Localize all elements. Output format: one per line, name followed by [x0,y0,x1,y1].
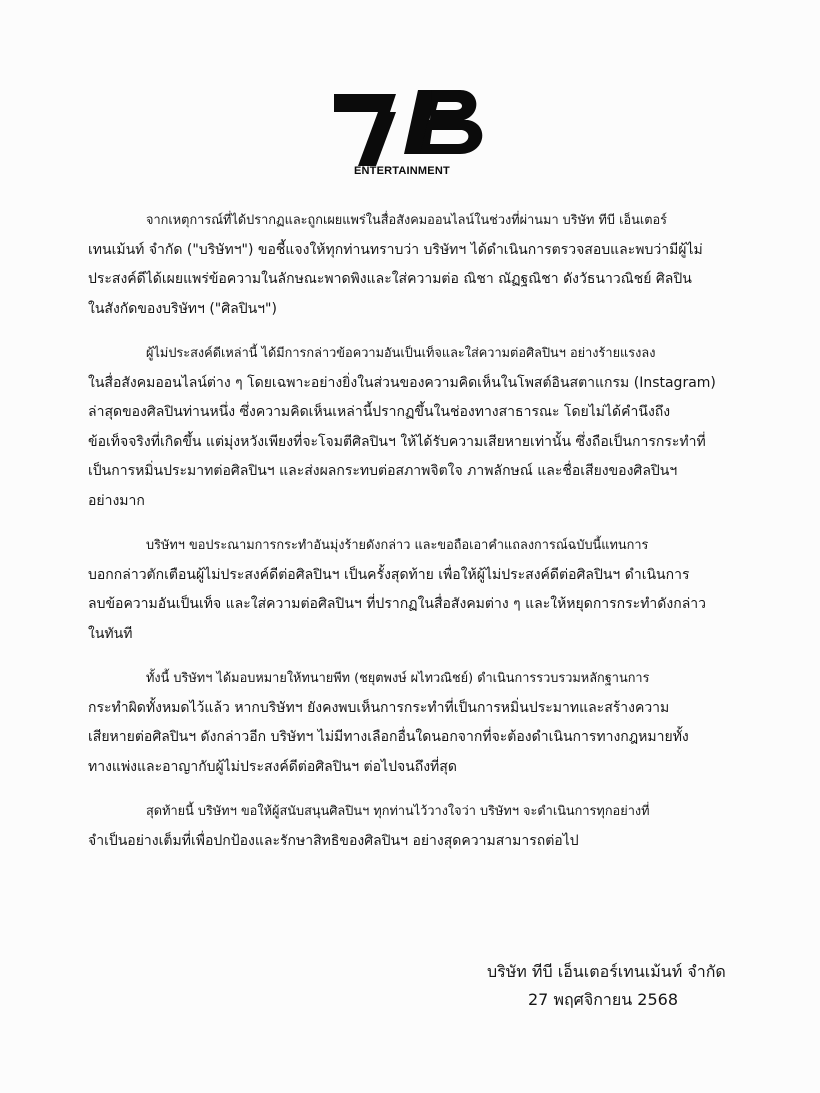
paragraph-5 [88,797,748,856]
paragraph-line: ผู้ไม่ประสงค์ดีเหล่านี้ ได้มีการกล่าวข้อความอันเป็นเท็จและใส่ความต่อศิลปินฯ อย่างร้ายแรงลง [146,346,656,361]
paragraph-line: ลบข้อความอันเป็นเท็จ และใส่ความต่อศิลปินฯ ที่ปรากฏในสื่อสังคมต่าง ๆ และให้หยุดการกระทำดังกล่าว [88,596,706,612]
statement-body [88,206,748,871]
logo-subtitle: ENTERTAINMENT [354,165,450,177]
paragraph-line: จากเหตุการณ์ที่ได้ปรากฏและถูกเผยแพร่ในสื่อสังคมออนไลน์ในช่วงที่ผ่านมา บริษัท ทีบี เอ็นเตอร์ [146,213,668,228]
paragraph-4 [88,664,748,782]
paragraph-line: จำเป็นอย่างเต็มที่เพื่อปกป้องและรักษาสิทธิของศิลปินฯ อย่างสุดความสามารถต่อไป [88,832,579,849]
paragraph-line: ประสงค์ดีได้เผยแพร่ข้อความในลักษณะพาดพิงและใส่ความต่อ ณิชา ณัฏฐณิชา ดังวัธนาวณิชย์ ศิลปิน [88,271,692,287]
paragraph-line: ในสื่อสังคมออนไลน์ต่าง ๆ โดยเฉพาะอย่างยิ่งในส่วนของความคิดเห็นในโพสต์อินสตาแกรม (Instagram) [88,374,716,391]
signature-date: 27 พฤศจิกายน 2568 [528,990,678,1009]
paragraph-line: กระทำผิดทั้งหมดไว้แล้ว หากบริษัทฯ ยังคงพบเห็นการกระทำที่เป็นการหมิ่นประมาทและสร้างความ [88,699,670,716]
paragraph-line: บริษัทฯ ขอประณามการกระทำอันมุ่งร้ายดังกล่าว และขอถือเอาคำแถลงการณ์ฉบับนี้แทนการ [146,538,649,553]
signature-company: บริษัท ทีบี เอ็นเตอร์เทนเม้นท์ จำกัด [487,962,726,981]
paragraph-line: เทนเม้นท์ จำกัด ("บริษัทฯ") ขอชี้แจงให้ทุกท่านทราบว่า บริษัทฯ ได้ดำเนินการตรวจสอบและพบว่ามีผู้ไม่ [88,241,703,258]
paragraph-line: ทั้งนี้ บริษัทฯ ได้มอบหมายให้ทนายพีท (ชยุตพงษ์ ผไทวณิชย์) ดำเนินการรวบรวมหลักฐานการ [146,671,650,686]
paragraph-line: ในสังกัดของบริษัทฯ ("ศิลปินฯ") [88,300,277,317]
paragraph-1 [88,206,748,324]
paragraph-3 [88,531,748,649]
paragraph-line: ในทันที [88,625,133,642]
paragraph-line: สุดท้ายนี้ บริษัทฯ ขอให้ผู้สนับสนุนศิลปินฯ ทุกท่านไว้วางใจว่า บริษัทฯ จะดำเนินการทุกอย่างที่ [146,804,650,819]
paragraph-line: ข้อเท็จจริงที่เกิดขึ้น แต่มุ่งหวังเพียงที่จะโจมตีศิลปินฯ ให้ได้รับความเสียหายเท่านั้น ซึ่งถือเป็นการกระทำที่ [88,433,706,450]
paragraph-line: อย่างมาก [88,492,145,509]
paragraph-line: ทางแพ่งและอาญากับผู้ไม่ประสงค์ดีต่อศิลปินฯ ต่อไปจนถึงที่สุด [88,758,457,775]
paragraph-2 [88,339,748,516]
paragraph-line: เสียหายต่อศิลปินฯ ดังกล่าวอีก บริษัทฯ ไม่มีทางเลือกอื่นใดนอกจากที่จะต้องดำเนินการทางกฎหมายทั้ง [88,729,689,745]
paragraph-line: บอกกล่าวตักเตือนผู้ไม่ประสงค์ดีต่อศิลปินฯ เป็นครั้งสุดท้าย เพื่อให้ผู้ไม่ประสงค์ดีต่อศิลปินฯ ดำเนินการ [88,566,690,583]
paragraph-line: เป็นการหมิ่นประมาทต่อศิลปินฯ และส่งผลกระทบต่อสภาพจิตใจ ภาพลักษณ์ และชื่อเสียงของศิลปินฯ [88,463,678,479]
paragraph-line: ล่าสุดของศิลปินท่านหนึ่ง ซึ่งความคิดเห็นเหล่านี้ปรากฏขึ้นในช่องทางสาธารณะ โดยไม่ได้คำนึงถึง [88,404,671,420]
